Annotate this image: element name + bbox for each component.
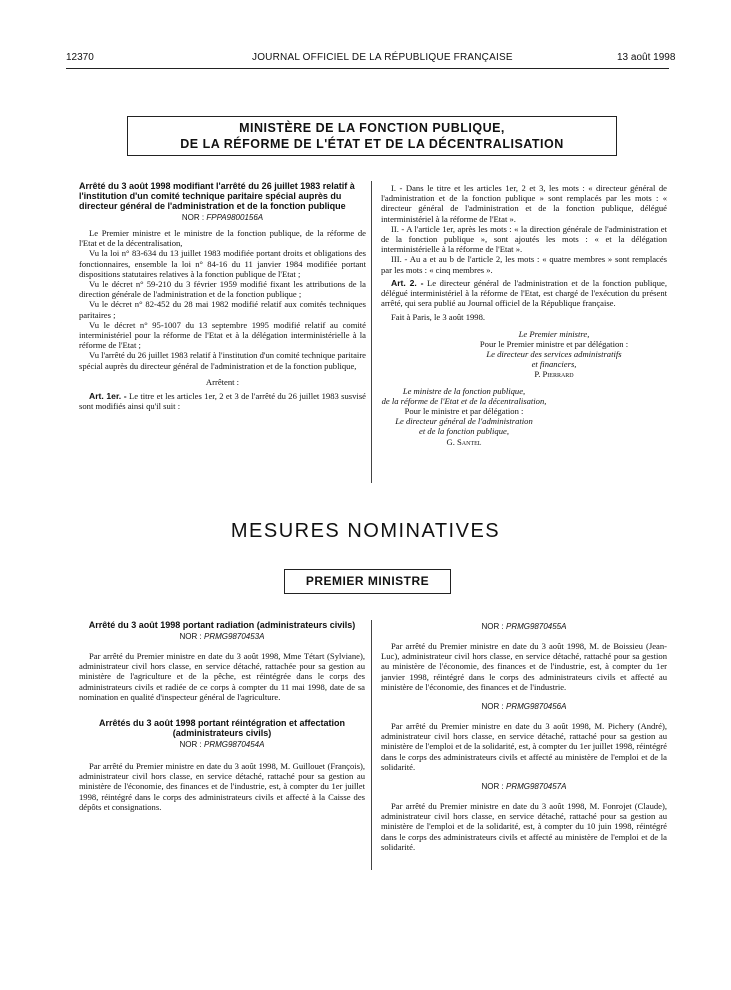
journal-title: JOURNAL OFFICIEL DE LA RÉPUBLIQUE FRANÇAISE [252, 52, 513, 63]
arrete-reintegration-title: Arrêtés du 3 août 1998 portant réintégration et affectation (administrateurs civils) [98, 718, 346, 739]
sig2-line-1: Le ministre de la fonction publique, [402, 385, 526, 396]
arrete1-para-1: Vu la loi n° 83-634 du 13 juillet 1983 modifiée portant droits et obligations des fonctionnaires, ensemble la loi n° 84-16 du 11 janvier 1984 modifiée portant dispositions statutaires relatives à la fonction publique de l'Etat ; [79, 248, 366, 279]
arrete1-right-para-1: II. - A l'article 1er, après les mots : « la direction générale de l'administration et de la fonction publique », sont ajoutés les mots : « et la délégation interministérielle à la réforme de l'Etat ». [381, 223, 667, 255]
arrete1-right-para-2: III. - Au a et au b de l'article 2, les mots : « quatre membres » sont remplacés par les mots : « cinq membres ». [381, 254, 667, 275]
arrete-boissieu-text: Par arrêté du Premier ministre en date du 3 août 1998, M. de Boissieu (Jean-Luc), administrateur civil hors classe, en service détaché, rattaché pour sa gestion au ministère de l'économie, des finances et de l'industrie, est, à compter du 1er janvier 1998, réintégré dans le corps des administrateurs civils et affecté au ministère de l'économie, des finances et de l'industrie. [381, 641, 667, 692]
sig1-line-5: P. Pierrard [534, 369, 574, 380]
section-heading: MESURES NOMINATIVES [230, 520, 501, 542]
column-divider-bottom [371, 620, 372, 870]
arrete1-art2: Art. 2. - Le directeur général de l'administration et de la fonction publique, délégué interministériel à la réforme de l'Etat, est chargé de l'exécution du présent arrêté, qui sera publié au Journal officiel de la République française. [381, 277, 667, 309]
signature-block-1 [441, 329, 667, 380]
arrete1-title: Arrêté du 3 août 1998 modifiant l'arrêté du 26 juillet 1983 relatif à l'institution d'un comité technique paritaire spécial auprès du directeur général de l'administration et de la fonction publique [79, 181, 355, 211]
sig1-line-1: Le Premier ministre, [518, 328, 590, 339]
arrete1-nor: NOR : FPPA9800156A [181, 213, 264, 222]
arrete1-para-4: Vu le décret n° 95-1007 du 13 septembre 1995 modifié relatif au comité interministériel pour la réforme de l'Etat et à la délégation interministérielle à la réforme de l'Etat ; [79, 319, 366, 351]
arrete1-left-column [79, 181, 366, 411]
ministry-line-2: DE LA RÉFORME DE L'ÉTAT ET DE LA DÉCENTRALISATION [180, 137, 564, 151]
sig2-line-4: Le directeur général de l'administration [395, 416, 533, 427]
page-number: 12370 [66, 52, 94, 63]
signature-block-2 [321, 386, 607, 447]
arrete-reintegration-nor: NOR : PRMG9870454A [179, 740, 265, 750]
sig1-line-2: Pour le Premier ministre et par délégation : [479, 338, 629, 349]
arrete-pichery-text: Par arrêté du Premier ministre en date du 3 août 1998, M. Pichery (André), administrateur civil hors classe, en service détaché, rattaché pour sa gestion au ministère de l'emploi et de la solidarité, est, à compter du 1er juillet 1998, réintégré dans le corps des administrateurs civils et affecté au ministère de l'emploi et de la solidarité. [381, 721, 667, 772]
arrete-fonrojet-text: Par arrêté du Premier ministre en date du 3 août 1998, M. Fonrojet (Claude), administrateur civil hors classe, en service détaché, rattaché pour sa gestion au ministère de l'emploi et de la solidarité, est, à compter du 10 juin 1998, réintégré dans le corps des administrateurs civils et affecté au ministère de l'emploi et de la solidarité. [381, 801, 667, 852]
ministry-line-1: MINISTÈRE DE LA FONCTION PUBLIQUE, [239, 121, 505, 135]
arrete-radiation-title: Arrêté du 3 août 1998 portant radiation (administrateurs civils) [88, 620, 356, 630]
sig2-line-6: G. Santel [446, 436, 482, 447]
sig1-line-3: Le directeur des services administratifs [486, 349, 622, 360]
arrete1-fait: Fait à Paris, le 3 août 1998. [391, 312, 486, 323]
arrete1-para-0: Le Premier ministre et le ministre de la fonction publique, de la réforme de l'Etat et de la décentralisation, [79, 228, 366, 249]
issue-date: 13 août 1998 [617, 52, 676, 63]
header-rule [66, 68, 669, 69]
arrete-boissieu-nor: NOR : PRMG9870455A [481, 622, 567, 631]
arrete1-right-para-0: I. - Dans le titre et les articles 1er, 2 et 3, les mots : « directeur général de l'administration et de la fonction publique » sont remplacés par les mots : « directeur général de l'administration et de la fonction publique, délégué interministériel à la réforme de l'Etat ». [381, 183, 667, 224]
nominations-right-column [381, 620, 667, 852]
arrete1-art1: Art. 1er. - Le titre et les articles 1er, 2 et 3 de l'arrêté du 26 juillet 1983 susvisé sont modifiés ainsi qu'il suit : [79, 391, 366, 412]
arrete1-right-column [381, 183, 667, 447]
arrete-guillouet-text: Par arrêté du Premier ministre en date du 3 août 1998, M. Guillouet (François), administrateur civil hors classe, en service détaché, rattaché pour sa gestion au ministère de l'économie, des finances et de l'industrie, est, à compter du 1er juillet 1998, réintégré dans le corps des administrateurs civils et affecté à la Caisse des dépôts et consignations. [79, 761, 365, 812]
arrete1-para-5: Vu l'arrêté du 26 juillet 1983 relatif à l'institution d'un comité technique paritaire spécial auprès du directeur général de l'administration et de la fonction publique, [79, 350, 366, 371]
sig2-line-5: et de la fonction publique, [419, 426, 509, 437]
premier-ministre-box: PREMIER MINISTRE [284, 569, 451, 594]
arrete1-para-2: Vu le décret n° 59-210 du 3 février 1959 modifié fixant les attributions de la direction générale de l'administration et de la fonction publique ; [79, 279, 366, 300]
ministry-box [127, 116, 617, 156]
arrete-fonrojet-nor: NOR : PRMG9870457A [481, 782, 567, 792]
nominations-left-column [79, 620, 365, 812]
sig2-line-2: de la réforme de l'Etat et de la décentralisation, [381, 395, 547, 406]
arrete1-arretent: Arrêtent : [205, 376, 240, 387]
arrete-radiation-nor: NOR : PRMG9870453A [179, 632, 265, 641]
arrete-pichery-nor: NOR : PRMG9870456A [481, 702, 567, 712]
sig2-line-3: Pour le ministre et par délégation : [404, 406, 524, 417]
arrete1-para-3: Vu le décret n° 82-452 du 28 mai 1982 modifié relatif aux comités techniques paritaires ; [79, 299, 366, 320]
arrete-radiation-text: Par arrêté du Premier ministre en date du 3 août 1998, Mme Tétart (Sylviane), administrateur civil hors classe, en service détaché, rattachée pour sa gestion au ministère de l'agriculture et de la pêche, est réintégrée dans le corps des administrateurs civils et radiée de ce corps à compter du 11 mai 1998, date de sa nomination en qualité d'inspecteur général de l'agriculture. [79, 651, 365, 702]
sig1-line-4: et financiers, [531, 359, 577, 370]
